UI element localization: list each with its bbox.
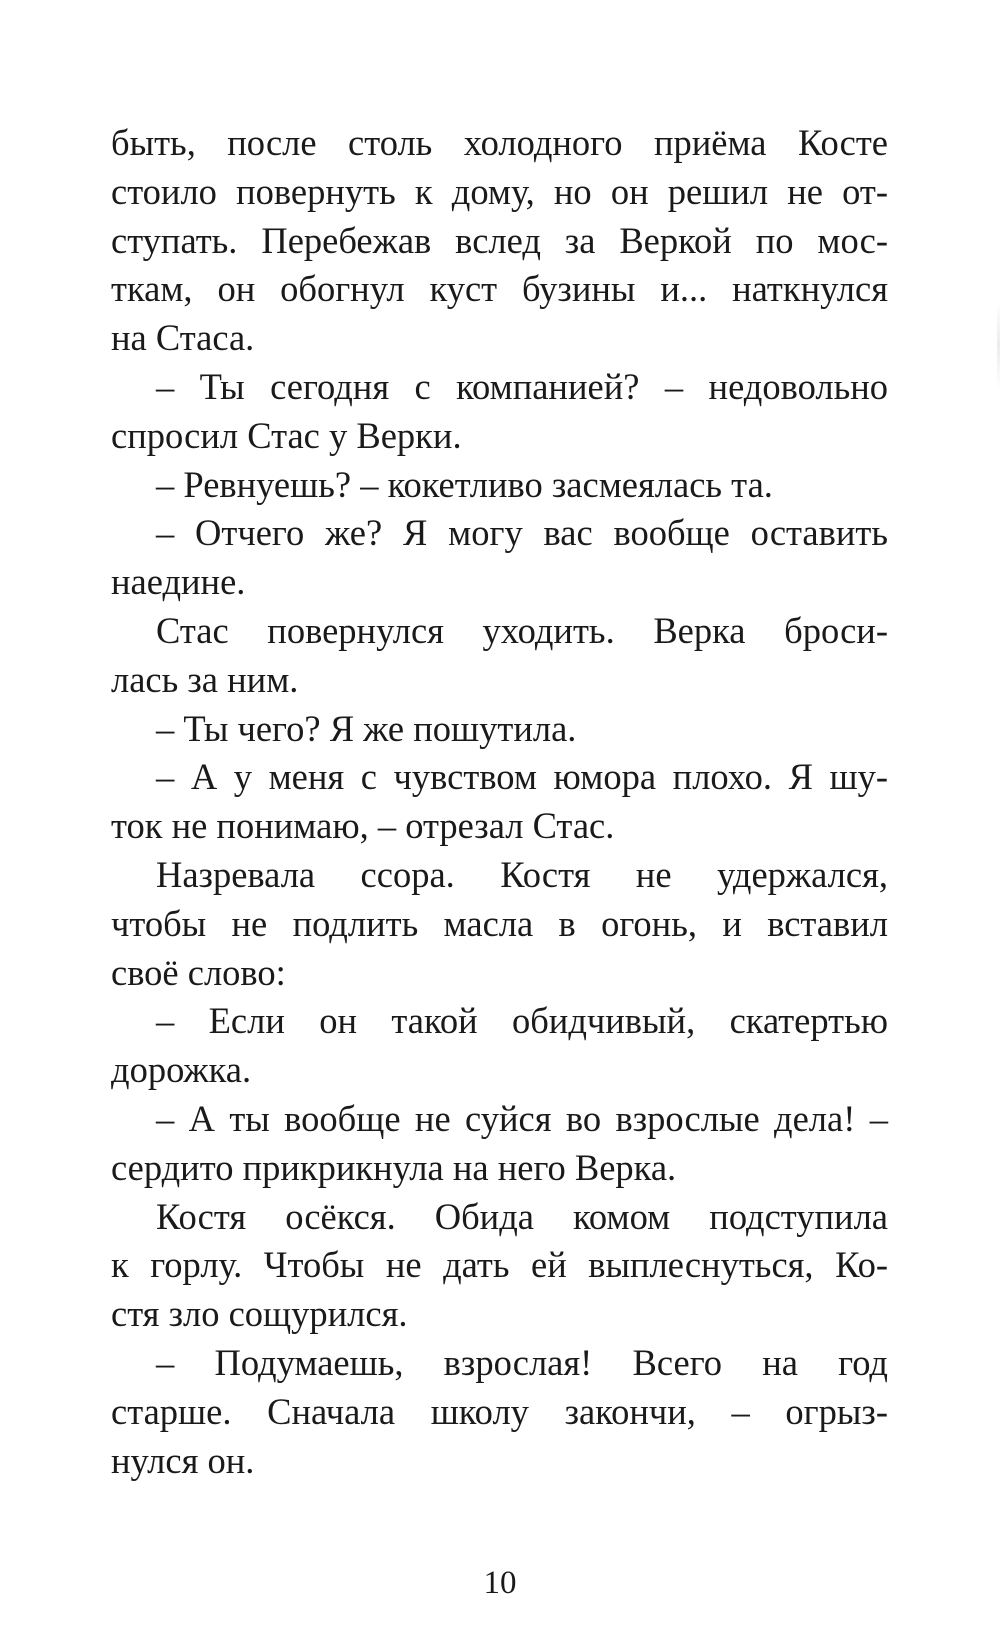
page-number: 10 — [483, 1565, 517, 1601]
text-line: старше. Сначала школу закончи, – огрыз- — [111, 1390, 888, 1432]
text-line: – Если он такой обидчивый, скатертью — [156, 1000, 888, 1042]
text-line: – Отчего же? Я могу вас вообще оставить — [156, 512, 888, 554]
text-line: Костя осёкся. Обида комом подступила — [156, 1195, 888, 1237]
text-line: ступать. Перебежав вслед за Веркой по мос- — [111, 219, 888, 261]
text-line: спросил Стас у Верки. — [111, 414, 462, 456]
text-line: – Подумаешь, взрослая! Всего на год — [156, 1341, 888, 1383]
text-line: своё слово: — [111, 951, 286, 993]
text-line: Назревала ссора. Костя не удержался, — [156, 853, 888, 895]
text-line: лась за ним. — [111, 658, 299, 700]
text-line: наедине. — [111, 561, 246, 603]
text-line: ток не понимаю, – отрезал Стас. — [111, 805, 615, 847]
text-line: сердито прикрикнула на него Верка. — [111, 1146, 677, 1188]
text-line: ткам, он обогнул куст бузины и... наткнулся — [111, 268, 888, 310]
text-line: дорожка. — [111, 1049, 252, 1091]
text-line: – Ревнуешь? – кокетливо засмеялась та. — [156, 463, 773, 505]
text-line: – А ты вообще не суйся во взрослые дела! – — [156, 1097, 888, 1139]
text-line: – Ты чего? Я же пошутила. — [156, 707, 577, 749]
body-text — [111, 119, 888, 1485]
text-line: быть, после столь холодного приёма Косте — [111, 122, 888, 163]
text-line: стя зло сощурился. — [111, 1293, 408, 1335]
text-line: на Стаса. — [111, 317, 255, 359]
text-line: нулся он. — [111, 1439, 255, 1481]
text-line: – Ты сегодня с компанией? – недовольно — [156, 365, 888, 407]
text-line: к горлу. Чтобы не дать ей выплеснуться, Ко- — [111, 1244, 888, 1286]
text-line: – А у меня с чувством юмора плохо. Я шу- — [156, 756, 888, 798]
text-line: стоило повернуть к дому, но он решил не от- — [111, 170, 888, 212]
text-line: Стас повернулся уходить. Верка броси- — [156, 609, 888, 651]
text-line: чтобы не подлить масла в огонь, и вставил — [111, 902, 888, 944]
